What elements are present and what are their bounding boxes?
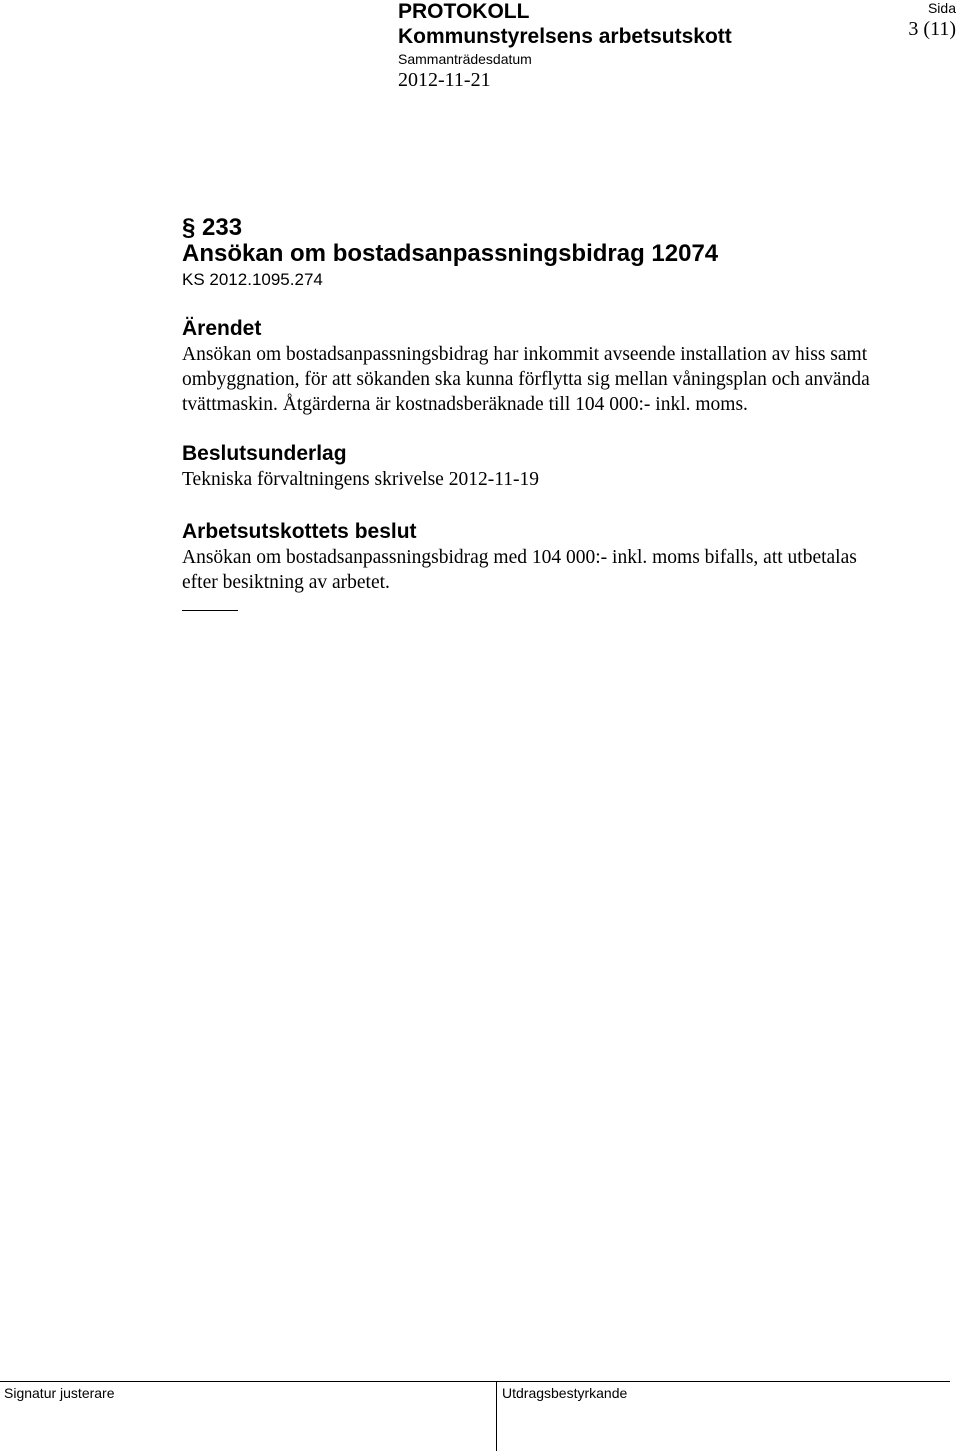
- section-number-value: 233: [202, 214, 243, 241]
- certification-field-label: Utdragsbestyrkande: [502, 1385, 628, 1401]
- beslut-text: Ansökan om bostadsanpassningsbidrag med 104 000:- inkl. moms bifalls, att utbetalas efter besiktning av arbetet.: [182, 547, 857, 593]
- arendet-heading: Ärendet: [182, 317, 262, 340]
- beslutsunderlag-text: Tekniska förvaltningens skrivelse 2012-11-19: [182, 469, 539, 490]
- page-number: 3 (11): [908, 18, 956, 40]
- arendet-text: Ansökan om bostadsanpassningsbidrag har inkommit avseende installation av hiss samt ombyggnation, för att sökanden ska kunna förflytta sig mellan våningsplan och använda tvättmaskin. Åtgärderna är kostnadsberäknade till 104 000:- inkl. moms.: [182, 344, 870, 415]
- case-number: KS 2012.1095.274: [182, 270, 323, 289]
- signature-field-label: Signatur justerare: [4, 1385, 115, 1401]
- section-title: Ansökan om bostadsanpassningsbidrag 12074: [182, 240, 719, 267]
- beslut-heading: Arbetsutskottets beslut: [182, 520, 417, 543]
- document-type: PROTOKOLL: [398, 0, 530, 23]
- meeting-date: 2012-11-21: [398, 69, 491, 91]
- section-symbol: §: [182, 214, 196, 241]
- beslutsunderlag-heading: Beslutsunderlag: [182, 442, 347, 465]
- footer-divider: [496, 1381, 497, 1451]
- meeting-date-label: Sammanträdesdatum: [398, 51, 532, 67]
- committee-name: Kommunstyrelsens arbetsutskott: [398, 25, 732, 48]
- page-label: Sida: [927, 0, 956, 16]
- section-number: [182, 214, 242, 242]
- section-end-rule: [182, 610, 238, 611]
- footer-rule: [0, 1381, 950, 1382]
